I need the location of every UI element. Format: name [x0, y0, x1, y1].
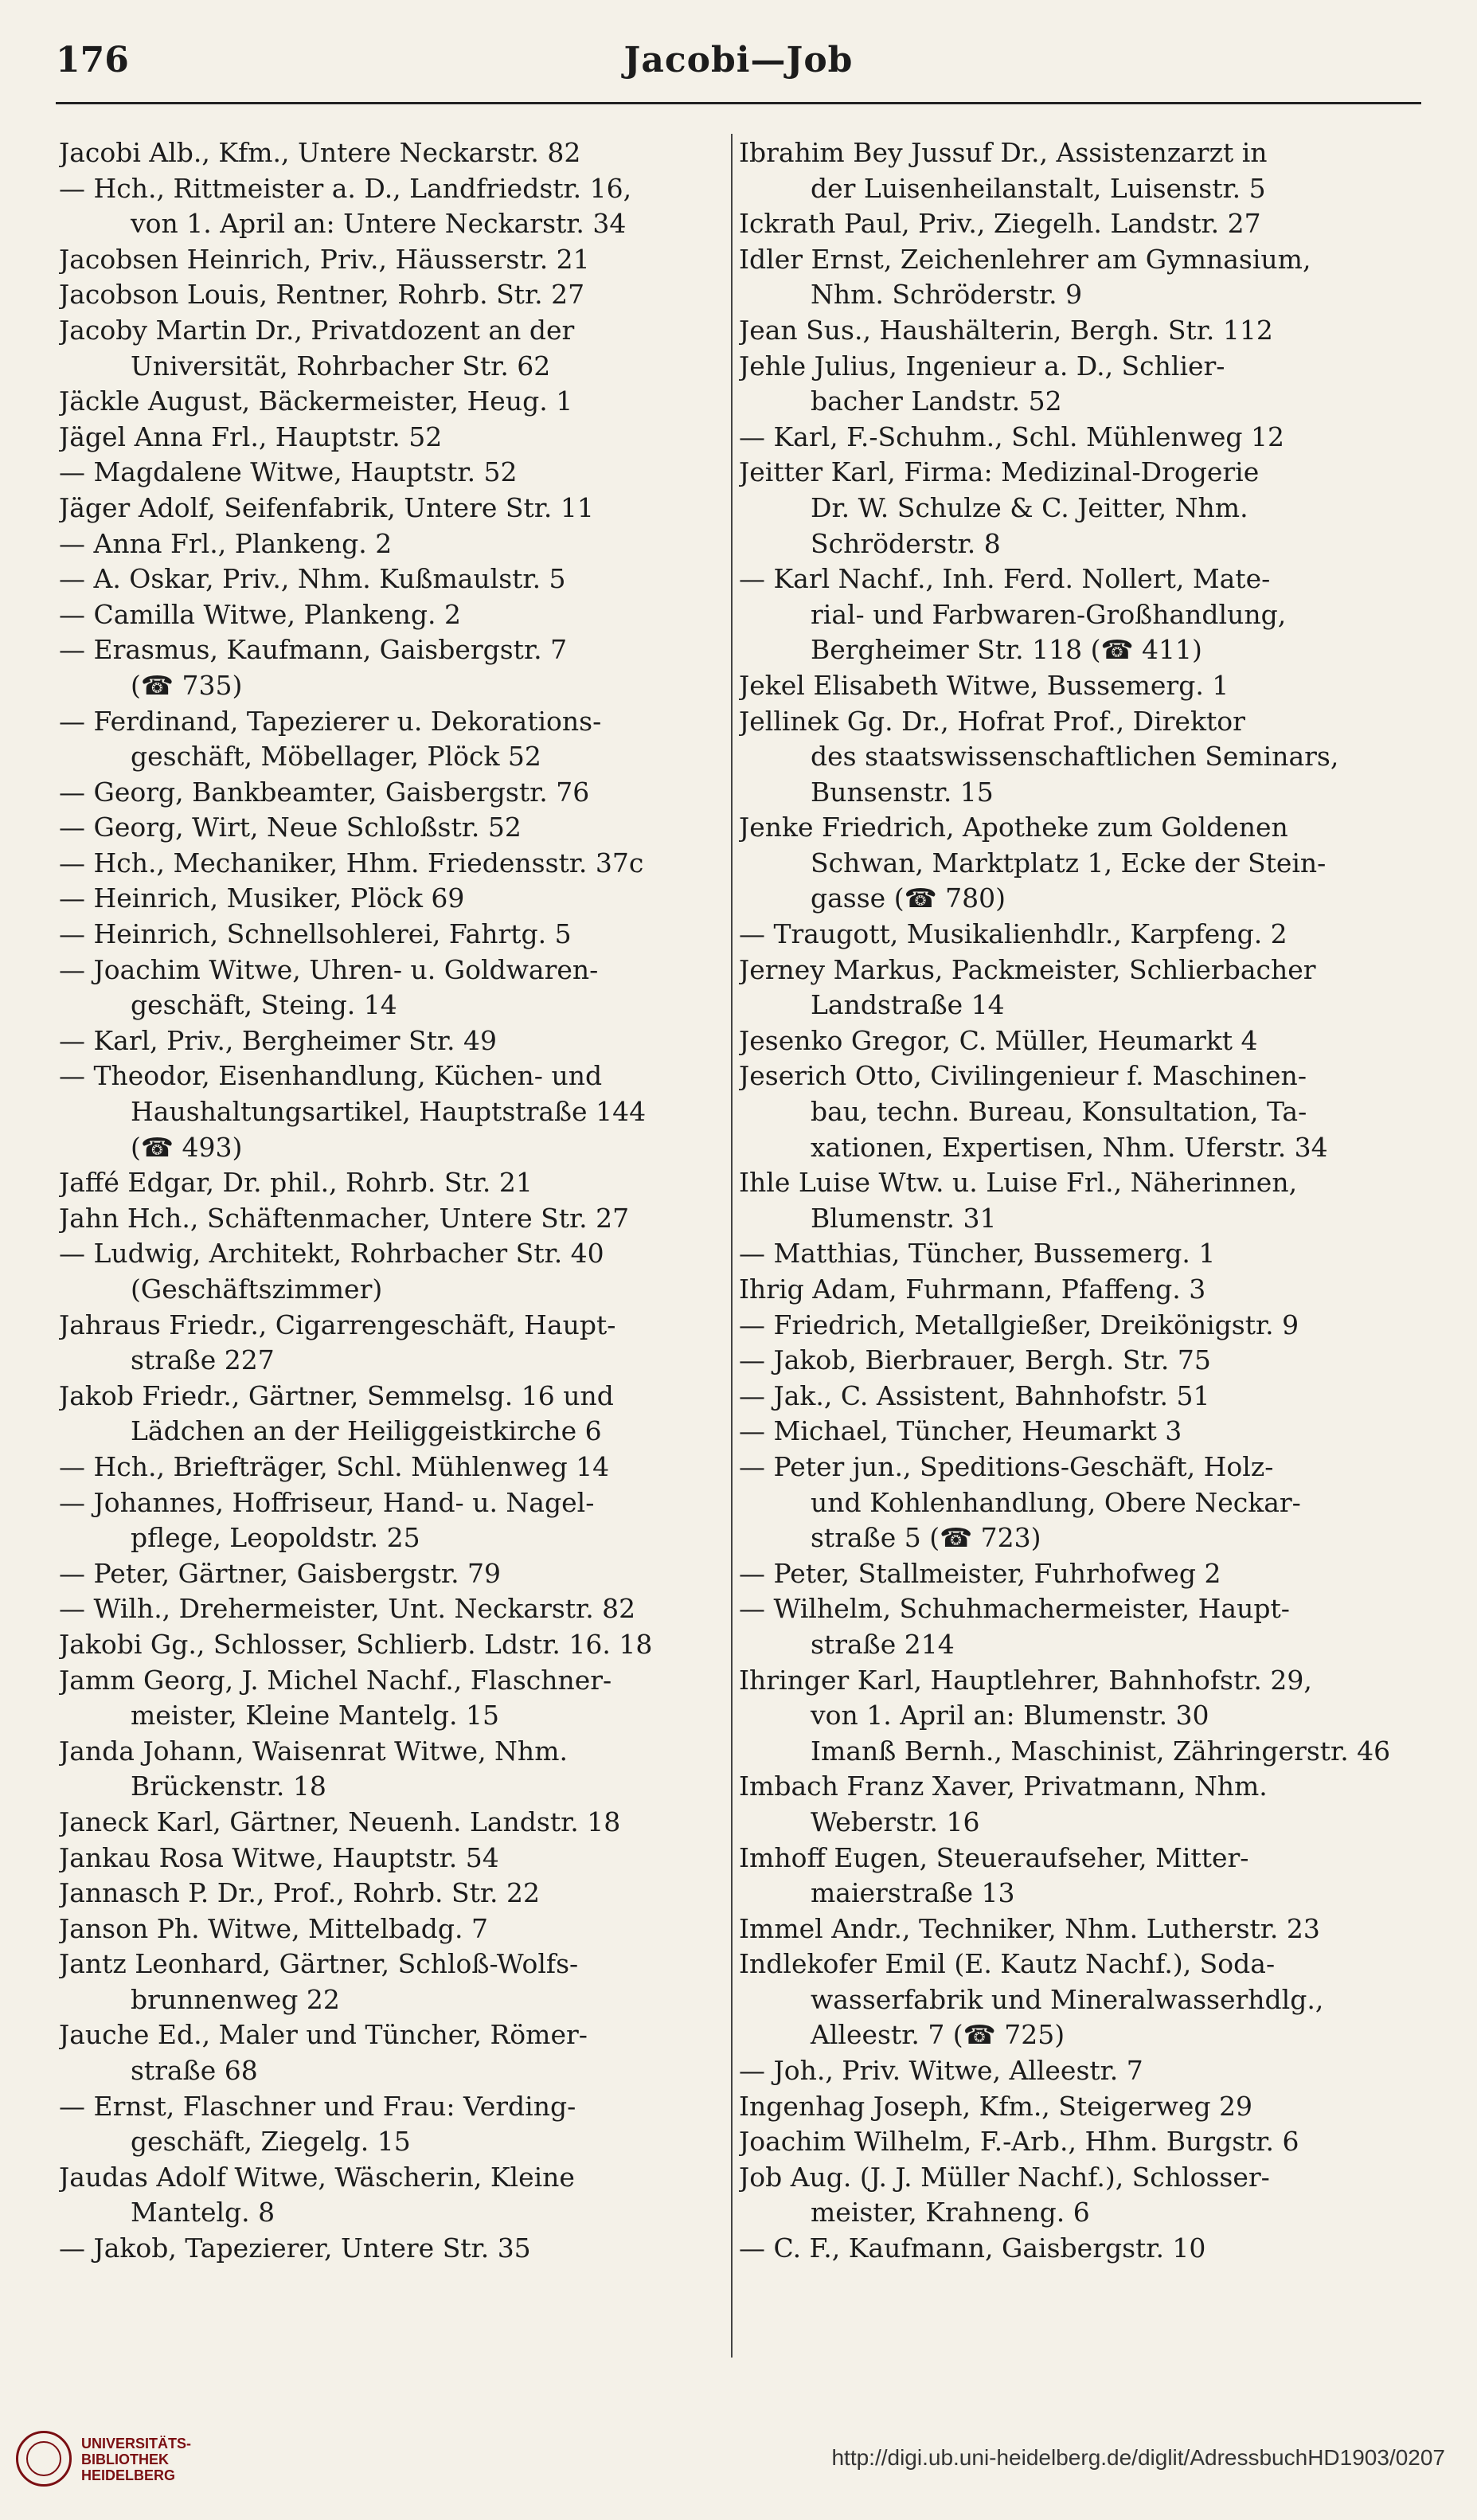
directory-line: straße 227	[131, 1344, 275, 1376]
library-name-line: HEIDELBERG	[81, 2467, 176, 2483]
directory-line: — Hch., Briefträger, Schl. Mühlenweg 14	[59, 1450, 610, 1482]
directory-line: — Ferdinand, Tapezierer u. Dekorations-	[59, 705, 602, 737]
directory-line: brunnenweg 22	[131, 1983, 340, 2015]
directory-line: Jeserich Otto, Civilingenieur f. Maschinen-	[739, 1060, 1307, 1092]
directory-line: Janson Ph. Witwe, Mittelbadg. 7	[59, 1912, 489, 1944]
directory-line: Ihrig Adam, Fuhrmann, Pfaffeng. 3	[739, 1274, 1206, 1305]
page-header	[56, 33, 1421, 89]
directory-line: rial- und Farbwaren-Großhandlung,	[811, 598, 1287, 630]
directory-line: Jellinek Gg. Dr., Hofrat Prof., Direktor	[739, 705, 1245, 737]
directory-line: Jakobi Gg., Schlosser, Schlierb. Ldstr. 16. 18	[59, 1628, 653, 1660]
directory-line: — Ludwig, Architekt, Rohrbacher Str. 40	[59, 1238, 604, 1270]
directory-line: — Jak., C. Assistent, Bahnhofstr. 51	[739, 1379, 1210, 1411]
directory-line: — Heinrich, Schnellsohlerei, Fahrtg. 5	[59, 918, 572, 950]
directory-line: Jakob Friedr., Gärtner, Semmelsg. 16 und	[59, 1379, 614, 1411]
directory-line: Jesenko Gregor, C. Müller, Heumarkt 4	[739, 1024, 1258, 1056]
directory-line: Indlekofer Emil (E. Kautz Nachf.), Soda-	[739, 1948, 1276, 1980]
directory-line: Bergheimer Str. 118 (☎ 411)	[811, 634, 1202, 666]
directory-line: und Kohlenhandlung, Obere Neckar-	[811, 1486, 1301, 1518]
university-seal-icon	[16, 2431, 72, 2487]
directory-line: Idler Ernst, Zeichenlehrer am Gymnasium,	[739, 243, 1311, 275]
directory-line: — Hch., Rittmeister a. D., Landfriedstr. 16,	[59, 172, 632, 204]
directory-line: Jenke Friedrich, Apotheke zum Goldenen	[739, 812, 1288, 843]
directory-line: Lädchen an der Heiliggeistkirche 6	[131, 1415, 602, 1447]
directory-line: — Ernst, Flaschner und Frau: Verding-	[59, 2090, 576, 2122]
directory-line: Mantelg. 8	[131, 2197, 275, 2228]
directory-line: pflege, Leopoldstr. 25	[131, 1522, 420, 1554]
footer	[0, 2413, 1477, 2520]
directory-line: Ihle Luise Wtw. u. Luise Frl., Näherinnen,	[739, 1167, 1298, 1199]
directory-line: Jacobsen Heinrich, Priv., Häusserstr. 21	[59, 243, 590, 275]
directory-line: — Joachim Witwe, Uhren- u. Goldwaren-	[59, 953, 599, 985]
directory-line: — C. F., Kaufmann, Gaisbergstr. 10	[739, 2232, 1206, 2264]
directory-line: meister, Krahneng. 6	[811, 2197, 1090, 2228]
directory-line: — Johannes, Hoffriseur, Hand- u. Nagel-	[59, 1486, 595, 1518]
directory-line: der Luisenheilanstalt, Luisenstr. 5	[811, 172, 1266, 204]
library-name-line: BIBLIOTHEK	[81, 2452, 169, 2467]
directory-line: — Georg, Wirt, Neue Schloßstr. 52	[59, 812, 522, 843]
column-divider	[731, 134, 733, 2358]
directory-line: — Jakob, Tapezierer, Untere Str. 35	[59, 2232, 531, 2264]
directory-line: Haushaltungsartikel, Hauptstraße 144	[131, 1096, 647, 1128]
directory-line: — Karl, Priv., Bergheimer Str. 49	[59, 1024, 497, 1056]
directory-line: — Joh., Priv. Witwe, Alleestr. 7	[739, 2055, 1143, 2087]
library-name	[81, 2436, 191, 2483]
directory-line: Jaffé Edgar, Dr. phil., Rohrb. Str. 21	[59, 1167, 533, 1199]
directory-line: Jacoby Martin Dr., Privatdozent an der	[59, 314, 575, 346]
directory-line: Brückenstr. 18	[131, 1771, 326, 1802]
directory-line: Jaudas Adolf Witwe, Wäscherin, Kleine	[59, 2161, 575, 2193]
directory-line: gasse (☎ 780)	[811, 882, 1006, 914]
directory-line: von 1. April an: Untere Neckarstr. 34	[131, 208, 627, 240]
directory-line: Landstraße 14	[811, 989, 1005, 1021]
directory-line: Jägel Anna Frl., Hauptstr. 52	[59, 421, 443, 452]
directory-line: Jauche Ed., Maler und Tüncher, Römer-	[59, 2019, 588, 2051]
directory-line: straße 5 (☎ 723)	[811, 1522, 1041, 1554]
library-name-line: UNIVERSITÄTS-	[81, 2436, 192, 2452]
directory-line: Jacobi Alb., Kfm., Untere Neckarstr. 82	[59, 137, 581, 168]
directory-line: Schröderstr. 8	[811, 527, 1001, 559]
header-rule	[56, 102, 1421, 104]
page-number: 176	[56, 40, 129, 80]
directory-line: — Friedrich, Metallgießer, Dreikönigstr. 9	[739, 1309, 1299, 1340]
directory-line: Bunsenstr. 15	[811, 776, 994, 808]
directory-line: straße 214	[811, 1628, 955, 1660]
directory-line: — Georg, Bankbeamter, Gaisbergstr. 76	[59, 776, 590, 808]
directory-line: Joachim Wilhelm, F.-Arb., Hhm. Burgstr. 6	[739, 2126, 1299, 2158]
directory-line: Jahn Hch., Schäftenmacher, Untere Str. 27	[59, 1202, 630, 1234]
directory-line: Imanß Bernh., Maschinist, Zähringerstr. 46	[811, 1735, 1391, 1767]
directory-line: geschäft, Ziegelg. 15	[131, 2126, 411, 2158]
directory-line: Jamm Georg, J. Michel Nachf., Flaschner-	[59, 1664, 612, 1696]
directory-line: — Karl Nachf., Inh. Ferd. Nollert, Mate-	[739, 563, 1271, 595]
directory-line: Jeitter Karl, Firma: Medizinal-Drogerie	[739, 456, 1260, 488]
directory-line: (Geschäftszimmer)	[131, 1274, 383, 1305]
directory-line: Jantz Leonhard, Gärtner, Schloß-Wolfs-	[59, 1948, 579, 1980]
directory-line: Blumenstr. 31	[811, 1202, 997, 1234]
directory-line: — Heinrich, Musiker, Plöck 69	[59, 882, 465, 914]
directory-line: Imhoff Eugen, Steueraufseher, Mitter-	[739, 1841, 1249, 1873]
directory-line: Ingenhag Joseph, Kfm., Steigerweg 29	[739, 2090, 1253, 2122]
directory-line: Dr. W. Schulze & C. Jeitter, Nhm.	[811, 491, 1248, 523]
directory-line: Job Aug. (J. J. Müller Nachf.), Schlosser-	[739, 2161, 1270, 2193]
directory-line: straße 68	[131, 2055, 258, 2087]
directory-line: Schwan, Marktplatz 1, Ecke der Stein-	[811, 847, 1327, 878]
directory-line: Jäger Adolf, Seifenfabrik, Untere Str. 11	[59, 491, 594, 523]
directory-line: Janda Johann, Waisenrat Witwe, Nhm.	[59, 1735, 568, 1767]
directory-line: Jankau Rosa Witwe, Hauptstr. 54	[59, 1841, 499, 1873]
directory-line: des staatswissenschaftlichen Seminars,	[811, 741, 1339, 773]
source-url-link[interactable]: http://digi.ub.uni-heidelberg.de/diglit/AdressbuchHD1903/0207	[831, 2445, 1445, 2470]
directory-line: Imbach Franz Xaver, Privatmann, Nhm.	[739, 1771, 1268, 1802]
left-column	[59, 135, 736, 2267]
directory-line: von 1. April an: Blumenstr. 30	[811, 1700, 1209, 1732]
directory-line: — Erasmus, Kaufmann, Gaisbergstr. 7	[59, 634, 568, 666]
directory-line: — Hch., Mechaniker, Hhm. Friedensstr. 37c	[59, 847, 644, 878]
running-head: Jacobi—Job	[623, 40, 854, 80]
directory-line: (☎ 735)	[131, 669, 243, 701]
directory-line: Weberstr. 16	[811, 1806, 980, 1837]
directory-line: Jekel Elisabeth Witwe, Bussemerg. 1	[739, 669, 1229, 701]
directory-line: Nhm. Schröderstr. 9	[811, 279, 1083, 311]
directory-line: meister, Kleine Mantelg. 15	[131, 1700, 499, 1732]
directory-line: — Karl, F.-Schuhm., Schl. Mühlenweg 12	[739, 421, 1285, 452]
directory-line: — A. Oskar, Priv., Nhm. Kußmaulstr. 5	[59, 563, 566, 595]
directory-line: Jahraus Friedr., Cigarrengeschäft, Haupt-	[59, 1309, 616, 1340]
directory-line: Jäckle August, Bäckermeister, Heug. 1	[59, 385, 573, 417]
directory-line: — Michael, Tüncher, Heumarkt 3	[739, 1415, 1182, 1447]
directory-line: (☎ 493)	[131, 1131, 243, 1163]
right-column	[739, 135, 1416, 2267]
directory-line: — Peter jun., Speditions-Geschäft, Holz-	[739, 1450, 1274, 1482]
directory-line: — Matthias, Tüncher, Bussemerg. 1	[739, 1238, 1216, 1270]
directory-line: — Magdalene Witwe, Hauptstr. 52	[59, 456, 518, 488]
directory-line: Jacobson Louis, Rentner, Rohrb. Str. 27	[59, 279, 585, 311]
directory-line: — Jakob, Bierbrauer, Bergh. Str. 75	[739, 1344, 1211, 1376]
directory-line: Immel Andr., Techniker, Nhm. Lutherstr. 23	[739, 1912, 1320, 1944]
directory-line: Jerney Markus, Packmeister, Schlierbacher	[739, 953, 1316, 985]
directory-line: geschäft, Steing. 14	[131, 989, 397, 1021]
directory-line: Jehle Julius, Ingenieur a. D., Schlier-	[739, 350, 1225, 382]
directory-line: Universität, Rohrbacher Str. 62	[131, 350, 551, 382]
directory-line: — Camilla Witwe, Plankeng. 2	[59, 598, 462, 630]
directory-line: — Theodor, Eisenhandlung, Küchen- und	[59, 1060, 603, 1092]
directory-line: — Wilh., Drehermeister, Unt. Neckarstr. 82	[59, 1593, 636, 1625]
directory-line: bacher Landstr. 52	[811, 385, 1062, 417]
directory-line: — Peter, Gärtner, Gaisbergstr. 79	[59, 1557, 502, 1589]
directory-line: — Wilhelm, Schuhmachermeister, Haupt-	[739, 1593, 1290, 1625]
directory-line: — Traugott, Musikalienhdlr., Karpfeng. 2	[739, 918, 1287, 950]
directory-line: xationen, Expertisen, Nhm. Uferstr. 34	[811, 1131, 1328, 1163]
directory-line: geschäft, Möbellager, Plöck 52	[131, 741, 541, 773]
directory-line: Ibrahim Bey Jussuf Dr., Assistenzarzt in	[739, 137, 1268, 168]
directory-line: Jean Sus., Haushälterin, Bergh. Str. 112	[739, 314, 1273, 346]
directory-line: bau, techn. Bureau, Konsultation, Ta-	[811, 1096, 1307, 1128]
directory-line: Ickrath Paul, Priv., Ziegelh. Landstr. 27	[739, 208, 1261, 240]
directory-line: Janeck Karl, Gärtner, Neuenh. Landstr. 18	[59, 1806, 621, 1837]
directory-line: wasserfabrik und Mineralwasserhdlg.,	[811, 1983, 1324, 2015]
directory-line: Alleestr. 7 (☎ 725)	[811, 2019, 1065, 2051]
directory-line: Ihringer Karl, Hauptlehrer, Bahnhofstr. 29,	[739, 1664, 1312, 1696]
directory-line: — Peter, Stallmeister, Fuhrhofweg 2	[739, 1557, 1221, 1589]
directory-line: maierstraße 13	[811, 1877, 1015, 1909]
directory-line: — Anna Frl., Plankeng. 2	[59, 527, 393, 559]
directory-line: Jannasch P. Dr., Prof., Rohrb. Str. 22	[59, 1877, 541, 1909]
